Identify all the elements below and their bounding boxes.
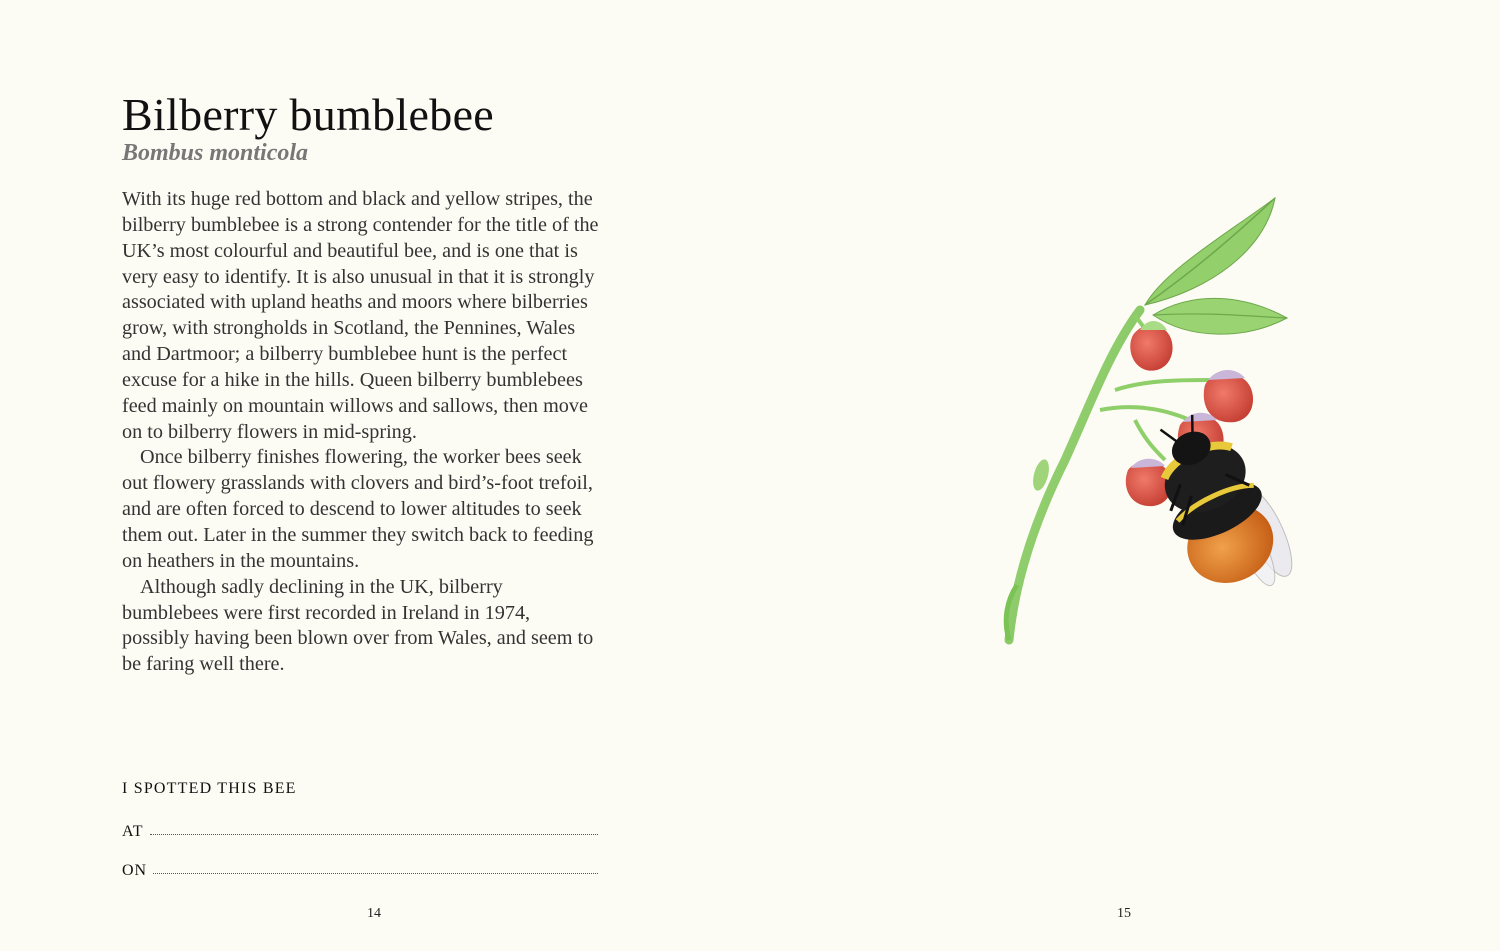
paragraph-3: Although sadly declining in the UK, bilberry bumblebees were first recorded in Ireland in 1974, possibly having been blown over from Wales, and seem to be faring well there. <box>122 575 594 676</box>
page-number-left: 14 <box>367 906 381 921</box>
at-label: AT <box>122 823 144 840</box>
flower-4 <box>1126 459 1172 506</box>
stem <box>1009 310 1140 640</box>
page-number-right: 15 <box>1117 906 1131 921</box>
bee-on-bilberry-illustration <box>995 190 1295 645</box>
spotted-heading: I SPOTTED THIS BEE <box>122 780 297 797</box>
on-dotted-line[interactable] <box>153 873 598 874</box>
description-text <box>122 187 602 678</box>
on-label: ON <box>122 862 148 879</box>
latin-name: Bombus monticola <box>122 140 309 166</box>
on-field[interactable] <box>122 857 598 879</box>
at-dotted-line[interactable] <box>150 834 598 835</box>
leaf-top <box>1145 198 1275 305</box>
paragraph-1: With its huge red bottom and black and yellow stripes, the bilberry bumblebee is a strong contender for the title of the UK’s most colourful and beautiful bee, and is one that is very easy to identify. It is also unusual in that it is strongly associated with upland heaths and moors where bilberries grow, with strongholds in Scotland, the Pennines, Wales and Dartmoor; a bilberry bumblebee hunt is the perfect excuse for a hike in the hills. Queen bilberry bumblebees feed mainly on mountain willows and sallows, then move on to bilberry flowers in mid-spring. <box>122 188 599 443</box>
species-title: Bilberry bumblebee <box>122 89 495 140</box>
leaf-right <box>1153 298 1287 334</box>
flower-2 <box>1204 370 1253 422</box>
flower-1 <box>1130 321 1172 371</box>
paragraph-2: Once bilberry finishes flowering, the worker bees seek out flowery grasslands with clovers and bird’s-foot trefoil, and are often forced to descend to lower altitudes to seek them out. Later in the summer they switch back to feeding on heathers in the mountains. <box>122 446 594 572</box>
at-field[interactable] <box>122 818 598 840</box>
